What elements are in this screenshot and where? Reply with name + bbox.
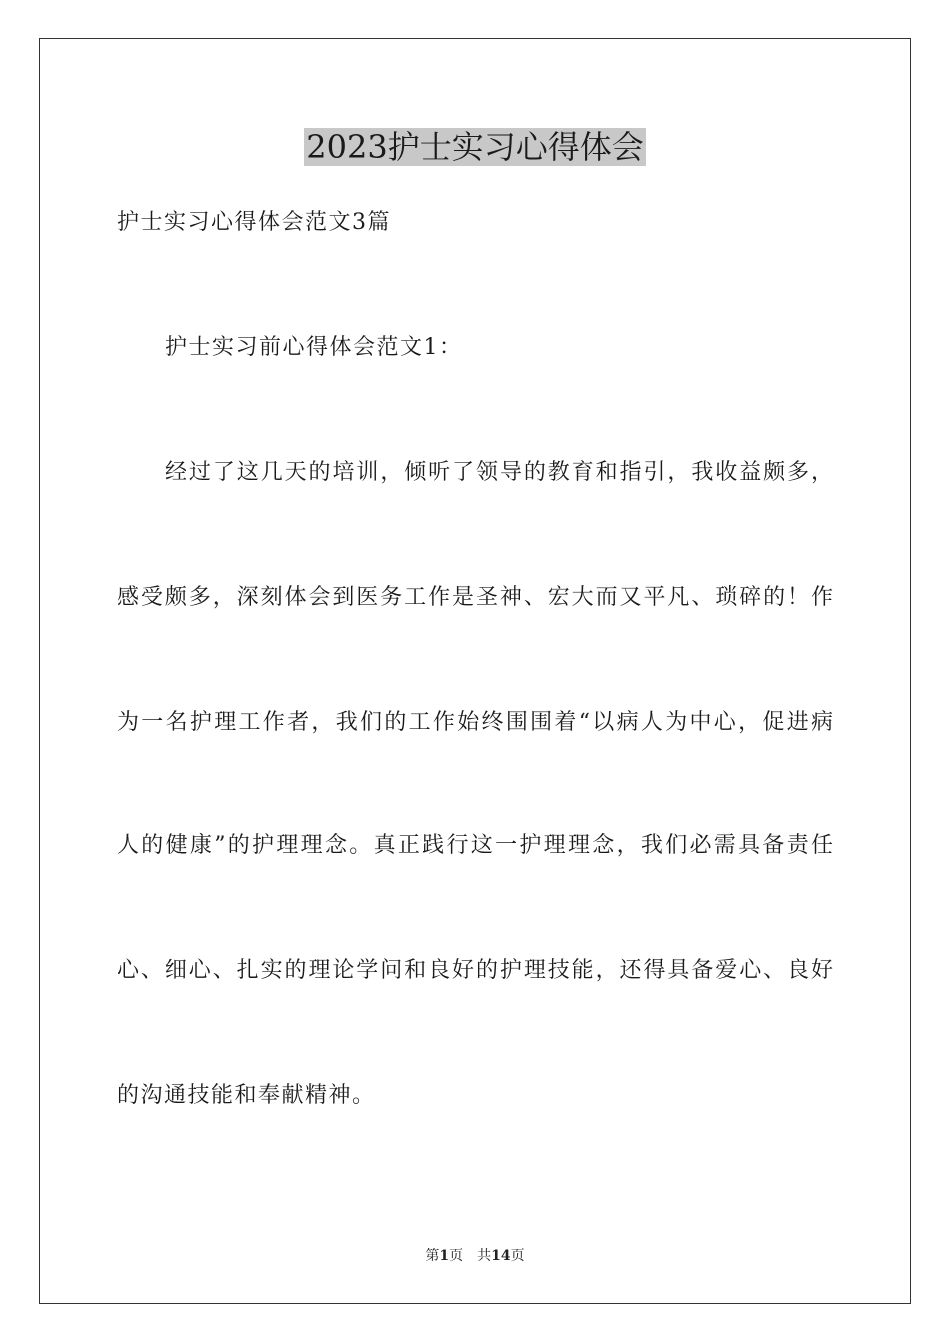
footer-page-suffix: 页 (510, 1248, 525, 1264)
footer-page-mid: 页 共 (449, 1248, 492, 1264)
footer-page-current: 1 (439, 1248, 450, 1264)
section-heading: 护士实习前心得体会范文1： (165, 335, 463, 360)
paragraph-line: 的沟通技能和奉献精神。 (117, 1083, 376, 1108)
footer-page-total: 14 (491, 1248, 511, 1264)
paragraph-line: 心、细心、扎实的理论学问和良好的护理技能，还得具备爱心、良好 (117, 958, 833, 983)
paragraph-line: 人的健康”的护理理念。真正践行这一护理理念，我们必需具备责任 (117, 833, 833, 858)
paragraph-line: 经过了这几天的培训，倾听了领导的教育和指引，我收益颇多， (165, 460, 833, 485)
paragraph-line: 为一名护理工作者，我们的工作始终围围着“以病人为中心，促进病 (117, 710, 833, 735)
document-subtitle: 护士实习心得体会范文3篇 (117, 210, 391, 235)
document-title (0, 122, 950, 172)
paragraph-line: 感受颇多，深刻体会到医务工作是圣神、宏大而又平凡、琐碎的！作 (117, 585, 833, 610)
page-footer (0, 1246, 950, 1266)
footer-page-prefix: 第 (425, 1248, 440, 1264)
document-title-text: 2023护士实习心得体会 (306, 128, 644, 166)
